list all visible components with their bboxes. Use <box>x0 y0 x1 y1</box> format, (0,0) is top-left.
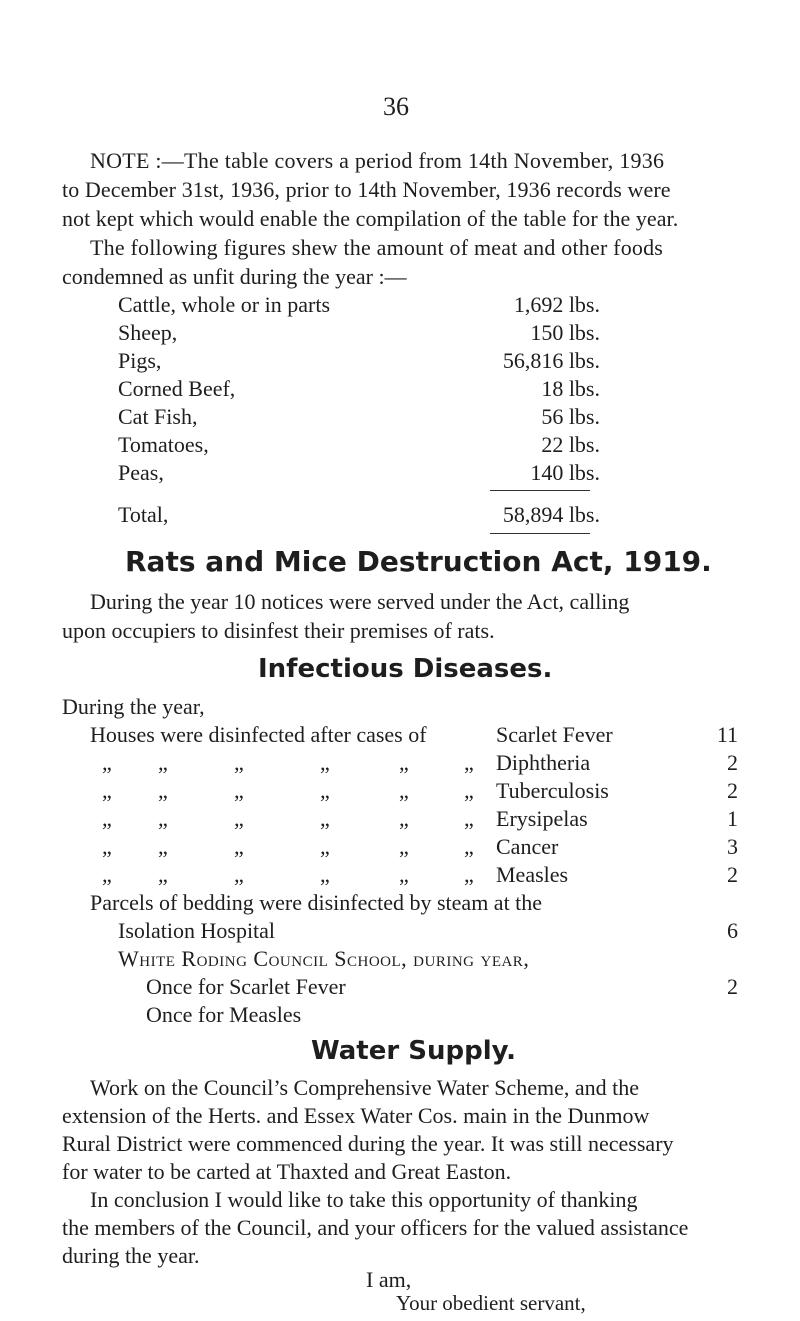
closing-line: I am, <box>366 1267 412 1292</box>
note-line: to December 31st, 1936, prior to 14th November, 1936 records were <box>62 177 671 202</box>
ditto-mark: „ <box>320 834 330 859</box>
disease-name: Diphtheria <box>496 750 591 775</box>
note-line: The following figures shew the amount of meat and other foods <box>90 235 664 260</box>
disease-count: 2 <box>727 862 738 887</box>
disease-name: Cancer <box>496 834 559 859</box>
closing-line: Your obedient servant, <box>396 1291 586 1315</box>
infectious-heading: Infectious Diseases. <box>258 654 553 684</box>
ditto-mark: „ <box>102 862 112 887</box>
water-line: extension of the Herts. and Essex Water Cos. main in the Dunmow <box>62 1103 650 1128</box>
food-amount: 1,692 lbs. <box>513 292 600 317</box>
food-amount: 18 lbs. <box>541 376 600 401</box>
ditto-mark: „ <box>464 834 474 859</box>
ditto-mark: „ <box>102 806 112 831</box>
food-amount: 56 lbs. <box>541 404 600 429</box>
ditto-mark: „ <box>399 834 409 859</box>
ditto-mark: „ <box>234 750 244 775</box>
ditto-mark: „ <box>464 806 474 831</box>
ditto-mark: „ <box>234 862 244 887</box>
disease-count: 3 <box>727 834 738 859</box>
food-label: Corned Beef, <box>118 376 236 401</box>
disease-name: Scarlet Fever <box>496 722 613 747</box>
water-line: Rural District were commenced during the year. It was still necessary <box>62 1131 674 1156</box>
ditto-mark: „ <box>320 778 330 803</box>
disease-count: 11 <box>716 722 738 747</box>
rats-heading: Rats and Mice Destruction Act, 1919. <box>125 545 712 578</box>
total-amount: 58,894 lbs. <box>502 502 600 527</box>
disease-name: Measles <box>496 862 569 887</box>
water-line: for water to be carted at Thaxted and Great Easton. <box>62 1159 512 1184</box>
total-top-rule <box>490 490 590 491</box>
ditto-mark: „ <box>320 862 330 887</box>
parcels-line: Isolation Hospital <box>118 918 276 943</box>
ditto-mark: „ <box>464 750 474 775</box>
ditto-mark: „ <box>234 778 244 803</box>
ditto-mark: „ <box>102 750 112 775</box>
rats-line: During the year 10 notices were served under the Act, calling <box>90 589 630 614</box>
infectious-intro: During the year, <box>62 694 205 719</box>
disease-name: Erysipelas <box>496 806 588 831</box>
disease-count: 2 <box>727 778 738 803</box>
food-amount: 56,816 lbs. <box>502 348 600 373</box>
ditto-mark: „ <box>102 834 112 859</box>
food-label: Pigs, <box>118 348 162 373</box>
ditto-mark: „ <box>464 862 474 887</box>
water-line: In conclusion I would like to take this opportunity of thanking <box>90 1187 638 1212</box>
ditto-mark: „ <box>158 834 168 859</box>
school-item: Once for Measles <box>146 1002 302 1027</box>
total-label: Total, <box>118 502 169 527</box>
school-item: Once for Scarlet Fever <box>146 974 346 999</box>
rats-line: upon occupiers to disinfest their premises of rats. <box>62 618 495 643</box>
food-label: Sheep, <box>118 320 178 345</box>
parcels-count: 6 <box>727 918 738 943</box>
ditto-mark: „ <box>102 778 112 803</box>
ditto-mark: „ <box>399 862 409 887</box>
food-amount: 150 lbs. <box>530 320 600 345</box>
disease-count: 2 <box>727 750 738 775</box>
note-line: not kept which would enable the compilation of the table for the year. <box>62 206 679 231</box>
food-amount: 22 lbs. <box>541 432 600 457</box>
ditto-mark: „ <box>464 778 474 803</box>
page-number: 36 <box>383 92 409 121</box>
disease-count: 1 <box>727 806 738 831</box>
ditto-mark: „ <box>158 750 168 775</box>
ditto-mark: „ <box>399 778 409 803</box>
ditto-mark: „ <box>399 750 409 775</box>
food-label: Cat Fish, <box>118 404 198 429</box>
total-bottom-rule <box>490 533 590 534</box>
ditto-mark: „ <box>234 834 244 859</box>
ditto-mark: „ <box>158 862 168 887</box>
ditto-mark: „ <box>234 806 244 831</box>
water-line: during the year. <box>62 1243 200 1268</box>
ditto-mark: „ <box>158 778 168 803</box>
food-label: Cattle, whole or in parts <box>118 292 331 317</box>
school-count: 2 <box>727 974 738 999</box>
ditto-mark: „ <box>158 806 168 831</box>
water-line: the members of the Council, and your officers for the valued assistance <box>62 1215 689 1240</box>
water-heading: Water Supply. <box>311 1036 517 1066</box>
note-line: NOTE :—The table covers a period from 14th November, 1936 <box>90 148 665 173</box>
houses-line: Houses were disinfected after cases of <box>90 722 427 747</box>
food-amount: 140 lbs. <box>530 460 600 485</box>
ditto-mark: „ <box>320 750 330 775</box>
parcels-line: Parcels of bedding were disinfected by steam at the <box>90 890 543 915</box>
food-label: Tomatoes, <box>118 432 209 457</box>
note-line: condemned as unfit during the year :— <box>62 264 407 289</box>
ditto-mark: „ <box>399 806 409 831</box>
food-label: Peas, <box>118 460 164 485</box>
ditto-mark: „ <box>320 806 330 831</box>
school-line: White Roding Council School, during year, <box>118 946 530 971</box>
disease-name: Tuberculosis <box>496 778 609 803</box>
water-line: Work on the Council’s Comprehensive Water Scheme, and the <box>90 1075 639 1100</box>
